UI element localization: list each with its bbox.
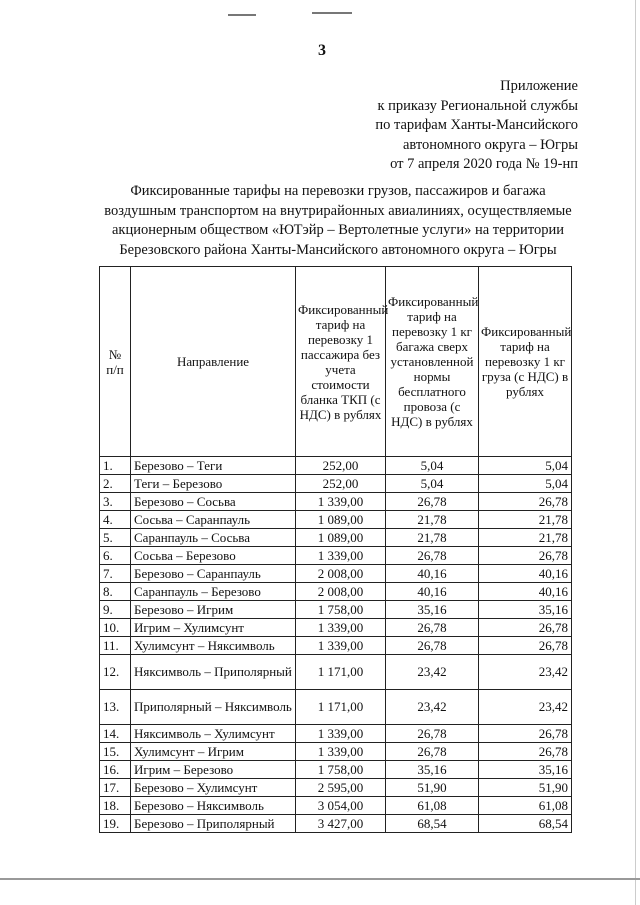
row-number: 15. [100,743,131,761]
table-row [100,547,572,565]
row-cargo-tariff: 61,08 [479,797,572,815]
row-passenger-tariff: 2 595,00 [296,779,386,797]
row-passenger-tariff: 1 339,00 [296,493,386,511]
tariff-table [99,266,572,833]
row-passenger-tariff: 1 339,00 [296,619,386,637]
row-direction: Хулимсунт – Игрим [131,743,296,761]
row-baggage-tariff: 5,04 [386,457,479,475]
row-cargo-tariff: 26,78 [479,547,572,565]
appendix-block [375,77,578,175]
row-number: 6. [100,547,131,565]
table-row [100,761,572,779]
header-baggage-tariff: Фиксированный тариф на перевозку 1 кг багажа сверх установленной нормы бесплатного провоза (с НДС) в рублях [386,267,479,457]
table-row [100,690,572,725]
row-number: 9. [100,601,131,619]
row-passenger-tariff: 1 089,00 [296,511,386,529]
title-line: Фиксированные тарифы на перевозки грузов, пассажиров и багажа [130,183,546,199]
row-baggage-tariff: 26,78 [386,493,479,511]
row-direction: Березово – Няксимволь [131,797,296,815]
row-baggage-tariff: 40,16 [386,565,479,583]
row-passenger-tariff: 252,00 [296,475,386,493]
row-baggage-tariff: 26,78 [386,619,479,637]
row-baggage-tariff: 35,16 [386,761,479,779]
row-passenger-tariff: 2 008,00 [296,565,386,583]
row-cargo-tariff: 35,16 [479,601,572,619]
table-header-row [100,267,572,457]
row-direction: Саранпауль – Сосьва [131,529,296,547]
row-direction: Сосьва – Саранпауль [131,511,296,529]
row-baggage-tariff: 26,78 [386,725,479,743]
row-baggage-tariff: 5,04 [386,475,479,493]
appendix-line: автономного округа – Югры [402,136,578,153]
row-baggage-tariff: 61,08 [386,797,479,815]
table-row [100,601,572,619]
row-number: 18. [100,797,131,815]
appendix-line: по тарифам Ханты-Мансийского [375,117,578,133]
row-baggage-tariff: 68,54 [386,815,479,833]
scan-artifact [312,12,352,14]
row-number: 12. [100,655,131,690]
row-passenger-tariff: 1 758,00 [296,761,386,779]
row-direction: Березово – Теги [131,457,296,475]
row-baggage-tariff: 23,42 [386,690,479,725]
scan-artifact [228,14,256,16]
row-cargo-tariff: 40,16 [479,583,572,601]
row-passenger-tariff: 3 427,00 [296,815,386,833]
row-passenger-tariff: 3 054,00 [296,797,386,815]
row-direction: Березово – Игрим [131,601,296,619]
table-row [100,655,572,690]
row-number: 5. [100,529,131,547]
row-passenger-tariff: 2 008,00 [296,583,386,601]
table-row [100,725,572,743]
appendix-line: от 7 апреля 2020 года № 19-нп [390,156,578,172]
page-number: 3 [318,42,326,59]
table-row [100,637,572,655]
row-direction: Березово – Саранпауль [131,565,296,583]
row-baggage-tariff: 26,78 [386,743,479,761]
row-baggage-tariff: 26,78 [386,637,479,655]
row-direction: Игрим – Хулимсунт [131,619,296,637]
row-number: 2. [100,475,131,493]
row-cargo-tariff: 23,42 [479,655,572,690]
row-passenger-tariff: 252,00 [296,457,386,475]
appendix-line: Приложение [500,78,578,94]
row-cargo-tariff: 23,42 [479,690,572,725]
row-number: 3. [100,493,131,511]
row-direction: Приполярный – Няксимволь [131,690,296,725]
row-direction: Няксимволь – Хулимсунт [131,725,296,743]
row-baggage-tariff: 21,78 [386,511,479,529]
row-cargo-tariff: 26,78 [479,637,572,655]
row-number: 17. [100,779,131,797]
table-row [100,529,572,547]
table-row [100,743,572,761]
row-passenger-tariff: 1 339,00 [296,637,386,655]
row-number: 8. [100,583,131,601]
row-baggage-tariff: 51,90 [386,779,479,797]
table-row [100,457,572,475]
row-number: 13. [100,690,131,725]
table-row [100,493,572,511]
row-cargo-tariff: 5,04 [479,457,572,475]
row-number: 11. [100,637,131,655]
row-cargo-tariff: 40,16 [479,565,572,583]
row-cargo-tariff: 35,16 [479,761,572,779]
row-direction: Игрим – Березово [131,761,296,779]
row-passenger-tariff: 1 339,00 [296,743,386,761]
row-cargo-tariff: 51,90 [479,779,572,797]
row-number: 1. [100,457,131,475]
table-row [100,565,572,583]
row-direction: Теги – Березово [131,475,296,493]
table-row [100,583,572,601]
row-direction: Няксимволь – Приполярный [131,655,296,690]
row-cargo-tariff: 26,78 [479,619,572,637]
table-row [100,779,572,797]
header-cargo-tariff: Фиксированный тариф на перевозку 1 кг груза (с НДС) в рублях [479,267,572,457]
title-line: акционерным обществом «ЮТэйр – Вертолетные услуги» на территории [112,222,564,238]
row-baggage-tariff: 26,78 [386,547,479,565]
scan-edge [635,0,636,905]
row-number: 4. [100,511,131,529]
header-direction: Направление [131,267,296,457]
table-row [100,815,572,833]
row-cargo-tariff: 68,54 [479,815,572,833]
row-number: 16. [100,761,131,779]
table-body [100,457,572,833]
row-number: 14. [100,725,131,743]
row-cargo-tariff: 26,78 [479,725,572,743]
row-baggage-tariff: 40,16 [386,583,479,601]
table-row [100,475,572,493]
row-cargo-tariff: 26,78 [479,493,572,511]
header-passenger-tariff: Фиксированный тариф на перевозку 1 пассажира без учета стоимости бланка ТКП (с НДС) в рублях [296,267,386,457]
row-baggage-tariff: 35,16 [386,601,479,619]
row-baggage-tariff: 21,78 [386,529,479,547]
appendix-line: к приказу Региональной службы [377,97,578,114]
row-baggage-tariff: 23,42 [386,655,479,690]
row-passenger-tariff: 1 758,00 [296,601,386,619]
row-number: 19. [100,815,131,833]
header-num: № п/п [100,267,131,457]
row-passenger-tariff: 1 171,00 [296,690,386,725]
row-passenger-tariff: 1 339,00 [296,725,386,743]
row-direction: Березово – Сосьва [131,493,296,511]
table-row [100,511,572,529]
row-passenger-tariff: 1 171,00 [296,655,386,690]
row-passenger-tariff: 1 339,00 [296,547,386,565]
scan-bottom-edge [0,878,640,880]
row-direction: Сосьва – Березово [131,547,296,565]
row-direction: Березово – Хулимсунт [131,779,296,797]
row-direction: Саранпауль – Березово [131,583,296,601]
row-number: 10. [100,619,131,637]
row-cargo-tariff: 5,04 [479,475,572,493]
row-direction: Хулимсунт – Няксимволь [131,637,296,655]
row-cargo-tariff: 21,78 [479,529,572,547]
title-line: Березовского района Ханты-Мансийского автономного округа – Югры [119,241,557,258]
row-number: 7. [100,565,131,583]
row-cargo-tariff: 26,78 [479,743,572,761]
table-row [100,619,572,637]
table-row [100,797,572,815]
title-line: воздушным транспортом на внутрирайонных авиалиниях, осуществляемые [104,202,572,219]
document-title [88,182,588,260]
row-direction: Березово – Приполярный [131,815,296,833]
row-passenger-tariff: 1 089,00 [296,529,386,547]
row-cargo-tariff: 21,78 [479,511,572,529]
